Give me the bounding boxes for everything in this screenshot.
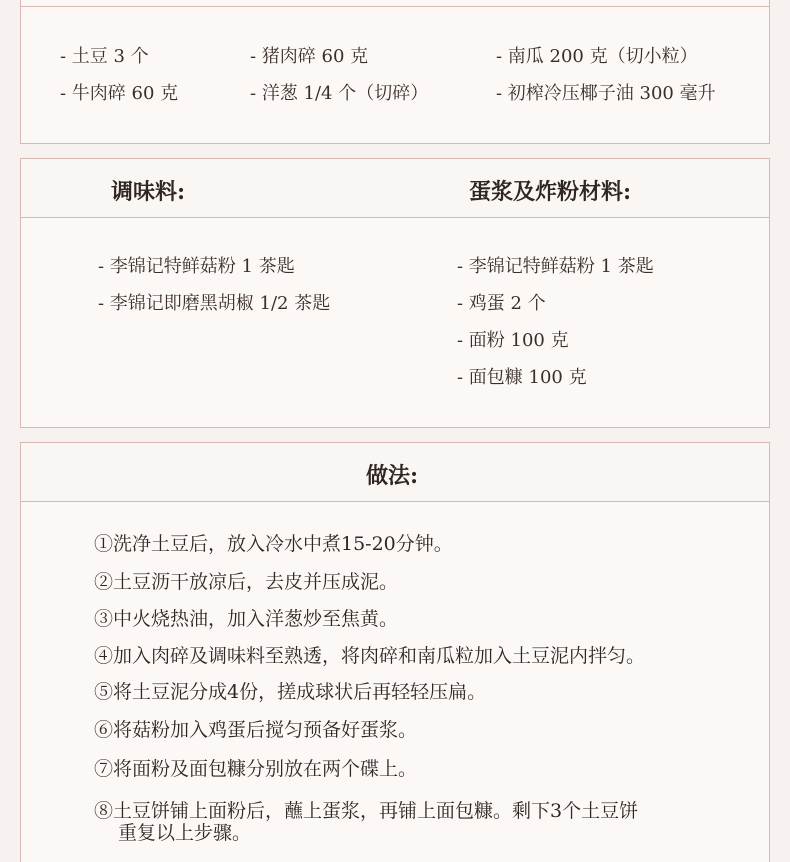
- method-step: ②土豆沥干放凉后，去皮并压成泥。: [94, 571, 399, 593]
- ingredient-item: - 洋葱 1/4 个（切碎）: [250, 83, 429, 104]
- ingredient-item: - 土豆 3 个: [60, 46, 149, 67]
- method-card: [20, 442, 770, 862]
- method-step: ①洗净土豆后，放入冷水中煮15-20分钟。: [94, 533, 453, 555]
- batter-title: 蛋浆及炸粉材料:: [469, 179, 632, 205]
- seasoning-card: [20, 158, 770, 428]
- ingredients-card: [20, 0, 770, 144]
- method-step: ⑧土豆饼铺上面粉后，蘸上蛋浆，再铺上面包糠。剩下3个土豆饼: [94, 800, 639, 822]
- method-step: ⑥将菇粉加入鸡蛋后搅匀预备好蛋浆。: [94, 719, 418, 741]
- method-step: ⑤将土豆泥分成4份，搓成球状后再轻轻压扁。: [94, 681, 487, 703]
- seasoning-item: - 李锦记即磨黑胡椒 1/2 茶匙: [98, 293, 331, 314]
- seasoning-title: 调味料:: [111, 179, 186, 205]
- method-step: ④加入肉碎及调味料至熟透，将肉碎和南瓜粒加入土豆泥内拌匀。: [94, 645, 646, 667]
- seasoning-item: - 李锦记特鲜菇粉 1 茶匙: [98, 256, 295, 277]
- section-header: [21, 443, 769, 502]
- method-title: 做法:: [366, 463, 419, 489]
- divider: [21, 6, 769, 7]
- ingredient-item: - 南瓜 200 克（切小粒）: [496, 46, 698, 67]
- ingredient-item: - 初榨冷压椰子油 300 毫升: [496, 83, 716, 104]
- method-step-continuation: 重复以上步骤。: [118, 822, 252, 844]
- batter-item: - 鸡蛋 2 个: [457, 293, 546, 314]
- ingredient-item: - 猪肉碎 60 克: [250, 46, 369, 67]
- batter-item: - 李锦记特鲜菇粉 1 茶匙: [457, 256, 654, 277]
- section-header: [21, 159, 769, 218]
- ingredient-item: - 牛肉碎 60 克: [60, 83, 179, 104]
- method-step: ③中火烧热油，加入洋葱炒至焦黄。: [94, 608, 399, 630]
- batter-item: - 面粉 100 克: [457, 330, 569, 351]
- batter-item: - 面包糠 100 克: [457, 367, 587, 388]
- method-step: ⑦将面粉及面包糠分别放在两个碟上。: [94, 758, 418, 780]
